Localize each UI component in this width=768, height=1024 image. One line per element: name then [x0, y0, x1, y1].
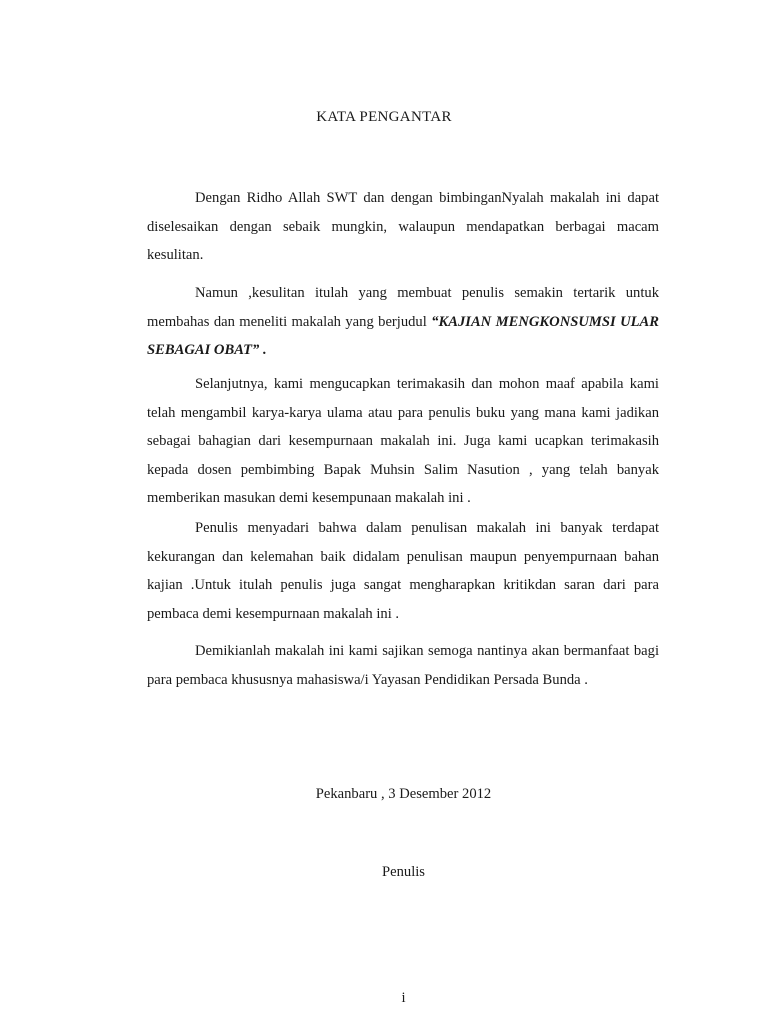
- place-date: Pekanbaru , 3 Desember 2012: [315, 786, 492, 802]
- paragraph-2-title-emphasis: “KAJIAN MENGKONSUMSI ULAR SEBAGAI OBAT” .: [147, 313, 659, 358]
- paragraph-4-text: Penulis menyadari bahwa dalam penulisan makalah ini banyak terdapat kekurangan dan kelemahan baik didalam penulisan maupun penyempurnaan bahan kajian .Untuk itulah penulis juga sangat mengharapkan kritikdan saran dari para pembaca demi kesempurnaan makalah ini .: [147, 520, 659, 622]
- paragraph-4: [147, 514, 659, 628]
- paragraph-2-lead: Namun ,kesulitan itulah yang membuat penulis semakin tertarik untuk membahas dan meneliti makalah yang berjudul: [147, 285, 659, 330]
- page-number: i: [401, 990, 406, 1006]
- paragraph-5: [147, 637, 659, 694]
- paragraph-1: [147, 184, 659, 270]
- paragraph-3-text: Selanjutnya, kami mengucapkan terimakasih dan mohon maaf apabila kami telah mengambil karya-karya ulama atau para penulis buku yang mana kami jadikan sebagai bahagian dari kesempurnaan makalah ini. Juga kami ucapkan terimakasih kepada dosen pembimbing Bapak Muhsin Salim Nasution , yang telah banyak memberikan masukan demi kesempunaan makalah ini .: [147, 376, 659, 506]
- paragraph-2-text: [147, 279, 659, 365]
- paragraph-5-text: Demikianlah makalah ini kami sajikan semoga nantinya akan bermanfaat bagi para pembaca khususnya mahasiswa/i Yayasan Pendidikan Persada Bunda .: [147, 643, 659, 688]
- paragraph-2: [147, 279, 659, 365]
- page-title: KATA PENGANTAR: [316, 109, 452, 125]
- paragraph-1-text: Dengan Ridho Allah SWT dan dengan bimbinganNyalah makalah ini dapat diselesaikan dengan sebaik mungkin, walaupun mendapatkan berbagai macam kesulitan.: [147, 190, 659, 263]
- paragraph-3: [147, 370, 659, 513]
- signer: Penulis: [382, 864, 425, 880]
